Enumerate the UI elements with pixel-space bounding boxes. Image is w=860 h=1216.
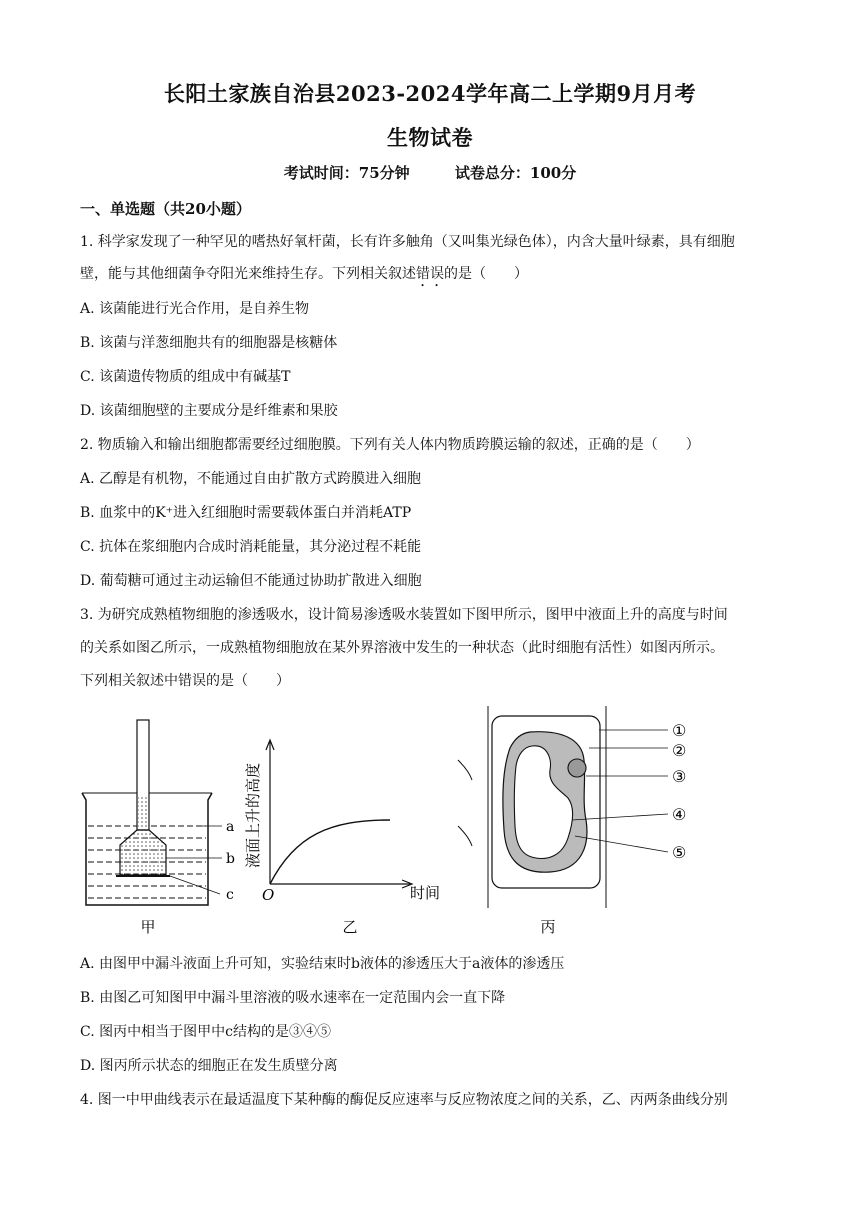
q3-stem-line1: 3. 为研究成熟植物细胞的渗透吸水，设计简易渗透吸水装置如下图甲所示，图甲中液面上升的高度与时间 bbox=[80, 607, 728, 623]
q3-stem-line2: 的关系如图乙所示，一成熟植物细胞放在某外界溶液中发生的一种状态（此时细胞有活性）如图丙所示。 bbox=[80, 640, 724, 656]
apparatus-jia bbox=[82, 720, 222, 905]
label-1: ① bbox=[672, 721, 687, 740]
exam-time: 考试时间：75分钟 bbox=[283, 164, 410, 182]
q3-option-b: B. 由图乙可知图甲中漏斗里溶液的吸水速率在一定范围内会一直下降 bbox=[80, 990, 506, 1006]
graph-yi bbox=[266, 740, 412, 888]
q4-stem-line1: 4. 图一中甲曲线表示在最适温度下某种酶的酶促反应速率与反应物浓度之间的关系，乙、丙两条曲线分别 bbox=[80, 1092, 728, 1108]
section-heading: 一、单选题（共20小题） bbox=[80, 200, 251, 218]
caption-jia: 甲 bbox=[140, 918, 156, 936]
q1-option-a: A. 该菌能进行光合作用，是自养生物 bbox=[80, 301, 310, 317]
q1-option-c: C. 该菌遗传物质的组成中有碱基T bbox=[80, 369, 291, 385]
q1-emphasis: 错误 bbox=[416, 266, 444, 282]
q1-stem-line2-text: 壁，能与其他细菌争夺阳光来维持生存。下列相关叙述 bbox=[80, 266, 416, 282]
q1-stem-line1: 1. 科学家发现了一种罕见的嗜热好氧杆菌，长有许多触角（又叫集光绿色体），内含大量叶绿素，具有细胞 bbox=[80, 234, 735, 250]
q1-stem-tail: 的是（ ） bbox=[444, 266, 528, 282]
q2-option-c: C. 抗体在浆细胞内合成时消耗能量，其分泌过程不耗能 bbox=[80, 539, 422, 555]
label-a: a bbox=[226, 819, 235, 835]
q3-option-d: D. 图丙所示状态的细胞正在发生质壁分离 bbox=[80, 1058, 338, 1074]
q1-stem-line2 bbox=[80, 263, 800, 290]
q3-option-a: A. 由图甲中漏斗液面上升可知，实验结束时b液体的渗透压大于a液体的渗透压 bbox=[80, 956, 565, 972]
origin-yi: O bbox=[262, 886, 275, 904]
q2-option-b: B. 血浆中的K⁺进入红细胞时需要载体蛋白并消耗ATP bbox=[80, 505, 412, 521]
q3-option-c: C. 图丙中相当于图甲中c结构的是③④⑤ bbox=[80, 1024, 331, 1040]
label-3: ③ bbox=[672, 767, 687, 786]
label-2: ② bbox=[672, 741, 687, 760]
q1-option-b: B. 该菌与洋葱细胞共有的细胞器是核糖体 bbox=[80, 335, 338, 351]
caption-bing: 丙 bbox=[540, 918, 556, 936]
curve-yi bbox=[270, 820, 390, 884]
xlabel-yi: 时间 bbox=[410, 884, 441, 902]
q2-option-a: A. 乙醇是有机物，不能通过自由扩散方式跨膜进入细胞 bbox=[80, 471, 422, 487]
label-c: c bbox=[226, 887, 234, 903]
q2-option-d: D. 葡萄糖可通过主动运输但不能通过协助扩散进入细胞 bbox=[80, 573, 422, 589]
caption-yi: 乙 bbox=[342, 918, 358, 936]
q3-figure bbox=[0, 700, 860, 945]
cell-bing bbox=[458, 706, 606, 908]
exam-subtitle: 生物试卷 bbox=[387, 125, 473, 150]
exam-title: 长阳土家族自治县2023-2024学年高二上学期9月月考 bbox=[163, 81, 697, 106]
ylabel-yi: 液面上升的高度 bbox=[244, 762, 262, 868]
label-b: b bbox=[226, 851, 235, 867]
label-5: ⑤ bbox=[672, 843, 687, 862]
total-score: 试卷总分：100分 bbox=[454, 164, 577, 182]
q3-stem-line3: 下列相关叙述中错误的是（ ） bbox=[80, 673, 290, 689]
exam-meta bbox=[0, 162, 860, 183]
q2-stem-line1: 2. 物质输入和输出细胞都需要经过细胞膜。下列有关人体内物质跨膜运输的叙述，正确的是（ ） bbox=[80, 437, 700, 453]
q1-option-d: D. 该菌细胞壁的主要成分是纤维素和果胶 bbox=[80, 403, 338, 419]
label-4: ④ bbox=[672, 805, 687, 824]
